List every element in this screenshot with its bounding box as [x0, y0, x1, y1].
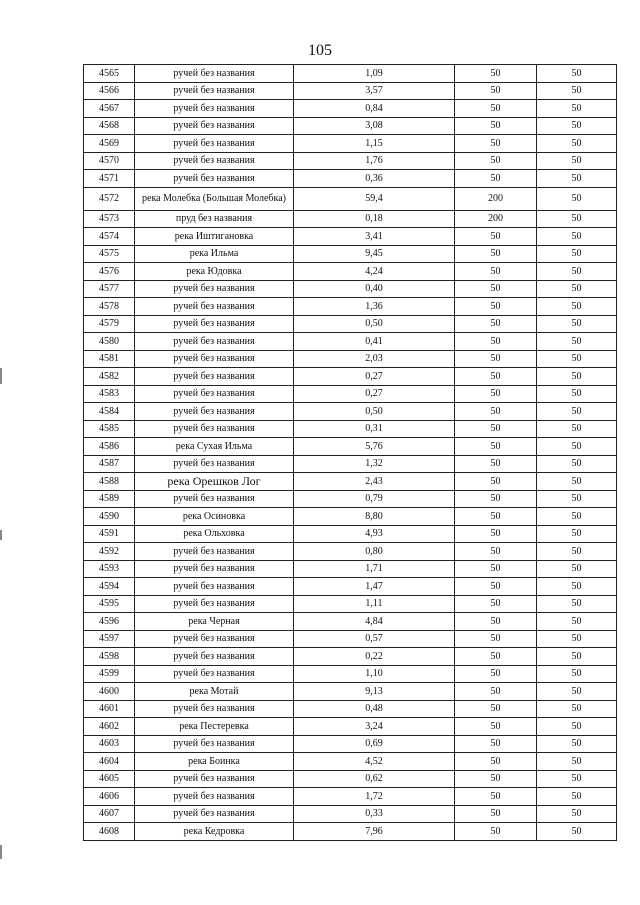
cell-length: 1,71 [294, 560, 455, 578]
cell-coastal-strip: 50 [537, 403, 617, 421]
cell-number: 4575 [84, 245, 135, 263]
cell-length: 4,93 [294, 525, 455, 543]
cell-coastal-strip: 50 [537, 65, 617, 83]
cell-coastal-strip: 50 [537, 152, 617, 170]
cell-number: 4601 [84, 700, 135, 718]
cell-number: 4608 [84, 823, 135, 841]
cell-name: река Мотай [135, 683, 294, 701]
scan-edge-mark [0, 368, 2, 384]
table-row [84, 578, 617, 596]
cell-number: 4576 [84, 263, 135, 281]
cell-water-protection-zone: 200 [455, 210, 537, 228]
cell-length: 0,31 [294, 420, 455, 438]
cell-number: 4574 [84, 228, 135, 246]
cell-water-protection-zone: 50 [455, 420, 537, 438]
cell-coastal-strip: 50 [537, 753, 617, 771]
cell-name: ручей без названия [135, 350, 294, 368]
cell-number: 4572 [84, 187, 135, 210]
cell-name: ручей без названия [135, 385, 294, 403]
table-row [84, 753, 617, 771]
table-row [84, 403, 617, 421]
cell-water-protection-zone: 50 [455, 788, 537, 806]
cell-water-protection-zone: 50 [455, 455, 537, 473]
table-row [84, 490, 617, 508]
cell-length: 4,52 [294, 753, 455, 771]
cell-length: 3,41 [294, 228, 455, 246]
cell-coastal-strip: 50 [537, 315, 617, 333]
scan-edge-mark [0, 530, 2, 540]
cell-name: ручей без названия [135, 630, 294, 648]
table-row [84, 508, 617, 526]
cell-coastal-strip: 50 [537, 263, 617, 281]
table-row [84, 805, 617, 823]
cell-name: ручей без названия [135, 117, 294, 135]
table-row [84, 700, 617, 718]
cell-length: 0,80 [294, 543, 455, 561]
cell-number: 4605 [84, 770, 135, 788]
cell-water-protection-zone: 50 [455, 543, 537, 561]
cell-length: 1,32 [294, 455, 455, 473]
cell-water-protection-zone: 50 [455, 770, 537, 788]
cell-coastal-strip: 50 [537, 490, 617, 508]
cell-number: 4607 [84, 805, 135, 823]
cell-name: ручей без названия [135, 788, 294, 806]
cell-name: река Сухая Ильма [135, 438, 294, 456]
table-row [84, 117, 617, 135]
cell-number: 4588 [84, 473, 135, 491]
cell-length: 0,33 [294, 805, 455, 823]
cell-name: ручей без названия [135, 420, 294, 438]
cell-number: 4595 [84, 595, 135, 613]
cell-length: 0,62 [294, 770, 455, 788]
cell-name: река Боинка [135, 753, 294, 771]
cell-number: 4591 [84, 525, 135, 543]
table-row [84, 100, 617, 118]
cell-name: ручей без названия [135, 100, 294, 118]
table-row [84, 525, 617, 543]
cell-number: 4570 [84, 152, 135, 170]
cell-coastal-strip: 50 [537, 280, 617, 298]
table-row [84, 770, 617, 788]
cell-water-protection-zone: 50 [455, 100, 537, 118]
cell-coastal-strip: 50 [537, 525, 617, 543]
cell-name: ручей без названия [135, 665, 294, 683]
cell-coastal-strip: 50 [537, 135, 617, 153]
cell-name: ручей без названия [135, 455, 294, 473]
cell-coastal-strip: 50 [537, 368, 617, 386]
cell-length: 3,08 [294, 117, 455, 135]
cell-coastal-strip: 50 [537, 788, 617, 806]
cell-coastal-strip: 50 [537, 350, 617, 368]
cell-number: 4587 [84, 455, 135, 473]
cell-length: 0,22 [294, 648, 455, 666]
cell-length: 0,57 [294, 630, 455, 648]
cell-number: 4567 [84, 100, 135, 118]
cell-coastal-strip: 50 [537, 805, 617, 823]
cell-name: река Ольховка [135, 525, 294, 543]
cell-coastal-strip: 50 [537, 333, 617, 351]
cell-length: 8,80 [294, 508, 455, 526]
cell-coastal-strip: 50 [537, 455, 617, 473]
cell-water-protection-zone: 50 [455, 298, 537, 316]
cell-water-protection-zone: 50 [455, 473, 537, 491]
cell-water-protection-zone: 50 [455, 718, 537, 736]
cell-name: ручей без названия [135, 82, 294, 100]
cell-number: 4598 [84, 648, 135, 666]
cell-name: ручей без названия [135, 333, 294, 351]
cell-length: 0,50 [294, 403, 455, 421]
table-row [84, 543, 617, 561]
cell-name: пруд без названия [135, 210, 294, 228]
cell-name: ручей без названия [135, 368, 294, 386]
cell-coastal-strip: 50 [537, 438, 617, 456]
cell-length: 0,84 [294, 100, 455, 118]
cell-length: 0,79 [294, 490, 455, 508]
table-row [84, 788, 617, 806]
cell-length: 1,09 [294, 65, 455, 83]
table-row [84, 350, 617, 368]
table-row [84, 228, 617, 246]
table-row [84, 315, 617, 333]
cell-number: 4583 [84, 385, 135, 403]
table-row [84, 210, 617, 228]
cell-length: 0,69 [294, 735, 455, 753]
cell-coastal-strip: 50 [537, 100, 617, 118]
cell-name: ручей без названия [135, 65, 294, 83]
cell-name: река Юдовка [135, 263, 294, 281]
cell-water-protection-zone: 50 [455, 263, 537, 281]
cell-name: река Орешков Лог [135, 473, 294, 491]
cell-coastal-strip: 50 [537, 117, 617, 135]
table-row [84, 170, 617, 188]
cell-water-protection-zone: 50 [455, 438, 537, 456]
cell-water-protection-zone: 50 [455, 630, 537, 648]
cell-length: 3,24 [294, 718, 455, 736]
cell-water-protection-zone: 50 [455, 613, 537, 631]
cell-coastal-strip: 50 [537, 595, 617, 613]
cell-number: 4571 [84, 170, 135, 188]
cell-coastal-strip: 50 [537, 770, 617, 788]
cell-water-protection-zone: 50 [455, 135, 537, 153]
table-row [84, 298, 617, 316]
page-number: 105 [308, 42, 332, 59]
table-row [84, 735, 617, 753]
cell-coastal-strip: 50 [537, 187, 617, 210]
cell-length: 1,11 [294, 595, 455, 613]
cell-number: 4565 [84, 65, 135, 83]
cell-coastal-strip: 50 [537, 648, 617, 666]
cell-water-protection-zone: 50 [455, 508, 537, 526]
cell-water-protection-zone: 50 [455, 82, 537, 100]
cell-length: 0,27 [294, 368, 455, 386]
cell-coastal-strip: 50 [537, 543, 617, 561]
cell-length: 1,10 [294, 665, 455, 683]
cell-name: ручей без названия [135, 280, 294, 298]
cell-coastal-strip: 50 [537, 578, 617, 596]
cell-number: 4585 [84, 420, 135, 438]
cell-length: 0,48 [294, 700, 455, 718]
cell-length: 5,76 [294, 438, 455, 456]
cell-number: 4579 [84, 315, 135, 333]
cell-length: 1,47 [294, 578, 455, 596]
table-row [84, 65, 617, 83]
cell-water-protection-zone: 50 [455, 490, 537, 508]
cell-name: река Черная [135, 613, 294, 631]
cell-length: 9,45 [294, 245, 455, 263]
table-row [84, 560, 617, 578]
cell-water-protection-zone: 50 [455, 65, 537, 83]
cell-name: река Пестеревка [135, 718, 294, 736]
cell-number: 4603 [84, 735, 135, 753]
cell-water-protection-zone: 50 [455, 525, 537, 543]
table-row [84, 245, 617, 263]
cell-name: ручей без названия [135, 135, 294, 153]
table-row [84, 368, 617, 386]
table-row [84, 135, 617, 153]
table-row [84, 613, 617, 631]
table-row [84, 718, 617, 736]
cell-water-protection-zone: 50 [455, 117, 537, 135]
cell-name: ручей без названия [135, 152, 294, 170]
cell-water-protection-zone: 50 [455, 152, 537, 170]
table-row [84, 420, 617, 438]
table-row [84, 665, 617, 683]
cell-coastal-strip: 50 [537, 630, 617, 648]
water-bodies-table [83, 64, 617, 841]
cell-water-protection-zone: 50 [455, 385, 537, 403]
cell-name: ручей без названия [135, 543, 294, 561]
cell-coastal-strip: 50 [537, 228, 617, 246]
cell-length: 4,84 [294, 613, 455, 631]
table-row [84, 648, 617, 666]
cell-water-protection-zone: 50 [455, 595, 537, 613]
cell-number: 4606 [84, 788, 135, 806]
table-body [84, 65, 617, 841]
cell-water-protection-zone: 50 [455, 245, 537, 263]
cell-water-protection-zone: 50 [455, 350, 537, 368]
cell-length: 4,24 [294, 263, 455, 281]
cell-number: 4604 [84, 753, 135, 771]
cell-number: 4573 [84, 210, 135, 228]
cell-coastal-strip: 50 [537, 665, 617, 683]
cell-coastal-strip: 50 [537, 613, 617, 631]
cell-coastal-strip: 50 [537, 245, 617, 263]
cell-number: 4566 [84, 82, 135, 100]
cell-length: 0,41 [294, 333, 455, 351]
table-row [84, 280, 617, 298]
cell-coastal-strip: 50 [537, 683, 617, 701]
cell-water-protection-zone: 50 [455, 403, 537, 421]
cell-number: 4577 [84, 280, 135, 298]
cell-coastal-strip: 50 [537, 823, 617, 841]
cell-number: 4580 [84, 333, 135, 351]
cell-number: 4582 [84, 368, 135, 386]
cell-number: 4600 [84, 683, 135, 701]
cell-length: 9,13 [294, 683, 455, 701]
cell-length: 1,36 [294, 298, 455, 316]
cell-water-protection-zone: 200 [455, 187, 537, 210]
cell-name: ручей без названия [135, 560, 294, 578]
cell-name: ручей без названия [135, 298, 294, 316]
cell-water-protection-zone: 50 [455, 280, 537, 298]
table-row [84, 82, 617, 100]
cell-length: 0,18 [294, 210, 455, 228]
table-row [84, 438, 617, 456]
cell-length: 1,76 [294, 152, 455, 170]
cell-water-protection-zone: 50 [455, 665, 537, 683]
table-row [84, 385, 617, 403]
cell-water-protection-zone: 50 [455, 753, 537, 771]
cell-coastal-strip: 50 [537, 210, 617, 228]
cell-name: река Осиновка [135, 508, 294, 526]
cell-number: 4578 [84, 298, 135, 316]
cell-length: 0,40 [294, 280, 455, 298]
cell-coastal-strip: 50 [537, 170, 617, 188]
cell-coastal-strip: 50 [537, 718, 617, 736]
cell-length: 0,27 [294, 385, 455, 403]
cell-water-protection-zone: 50 [455, 333, 537, 351]
cell-coastal-strip: 50 [537, 82, 617, 100]
table-row [84, 595, 617, 613]
cell-length: 7,96 [294, 823, 455, 841]
cell-number: 4597 [84, 630, 135, 648]
cell-number: 4589 [84, 490, 135, 508]
cell-name: река Ильма [135, 245, 294, 263]
cell-coastal-strip: 50 [537, 560, 617, 578]
cell-coastal-strip: 50 [537, 420, 617, 438]
table-row [84, 473, 617, 491]
table-row [84, 683, 617, 701]
cell-number: 4586 [84, 438, 135, 456]
cell-name: ручей без названия [135, 770, 294, 788]
cell-name: ручей без названия [135, 735, 294, 753]
table-row [84, 823, 617, 841]
table-row [84, 630, 617, 648]
cell-name: река Кедровка [135, 823, 294, 841]
cell-water-protection-zone: 50 [455, 683, 537, 701]
cell-number: 4569 [84, 135, 135, 153]
cell-number: 4594 [84, 578, 135, 596]
cell-water-protection-zone: 50 [455, 735, 537, 753]
cell-number: 4581 [84, 350, 135, 368]
cell-length: 2,43 [294, 473, 455, 491]
cell-coastal-strip: 50 [537, 473, 617, 491]
cell-number: 4584 [84, 403, 135, 421]
cell-coastal-strip: 50 [537, 385, 617, 403]
cell-number: 4590 [84, 508, 135, 526]
cell-length: 2,03 [294, 350, 455, 368]
cell-water-protection-zone: 50 [455, 228, 537, 246]
cell-water-protection-zone: 50 [455, 823, 537, 841]
table-row [84, 152, 617, 170]
cell-water-protection-zone: 50 [455, 368, 537, 386]
cell-coastal-strip: 50 [537, 735, 617, 753]
cell-water-protection-zone: 50 [455, 648, 537, 666]
cell-number: 4596 [84, 613, 135, 631]
table-row [84, 455, 617, 473]
cell-water-protection-zone: 50 [455, 805, 537, 823]
scan-edge-mark [0, 845, 2, 859]
cell-name: ручей без названия [135, 648, 294, 666]
cell-name: ручей без названия [135, 805, 294, 823]
cell-water-protection-zone: 50 [455, 560, 537, 578]
cell-length: 59,4 [294, 187, 455, 210]
table-row [84, 333, 617, 351]
cell-name: река Иштигановка [135, 228, 294, 246]
cell-name: река Молебка (Большая Молебка) [135, 187, 294, 210]
cell-coastal-strip: 50 [537, 298, 617, 316]
cell-name: ручей без названия [135, 170, 294, 188]
table-row [84, 187, 617, 210]
cell-name: ручей без названия [135, 578, 294, 596]
cell-length: 3,57 [294, 82, 455, 100]
cell-number: 4592 [84, 543, 135, 561]
cell-water-protection-zone: 50 [455, 170, 537, 188]
cell-length: 0,50 [294, 315, 455, 333]
cell-name: ручей без названия [135, 595, 294, 613]
cell-length: 1,72 [294, 788, 455, 806]
cell-number: 4599 [84, 665, 135, 683]
cell-water-protection-zone: 50 [455, 700, 537, 718]
cell-name: ручей без названия [135, 315, 294, 333]
cell-water-protection-zone: 50 [455, 315, 537, 333]
cell-number: 4593 [84, 560, 135, 578]
cell-number: 4568 [84, 117, 135, 135]
cell-length: 1,15 [294, 135, 455, 153]
cell-name: ручей без названия [135, 700, 294, 718]
cell-water-protection-zone: 50 [455, 578, 537, 596]
cell-name: ручей без названия [135, 490, 294, 508]
cell-coastal-strip: 50 [537, 700, 617, 718]
cell-name: ручей без названия [135, 403, 294, 421]
table-row [84, 263, 617, 281]
cell-number: 4602 [84, 718, 135, 736]
cell-coastal-strip: 50 [537, 508, 617, 526]
cell-length: 0,36 [294, 170, 455, 188]
